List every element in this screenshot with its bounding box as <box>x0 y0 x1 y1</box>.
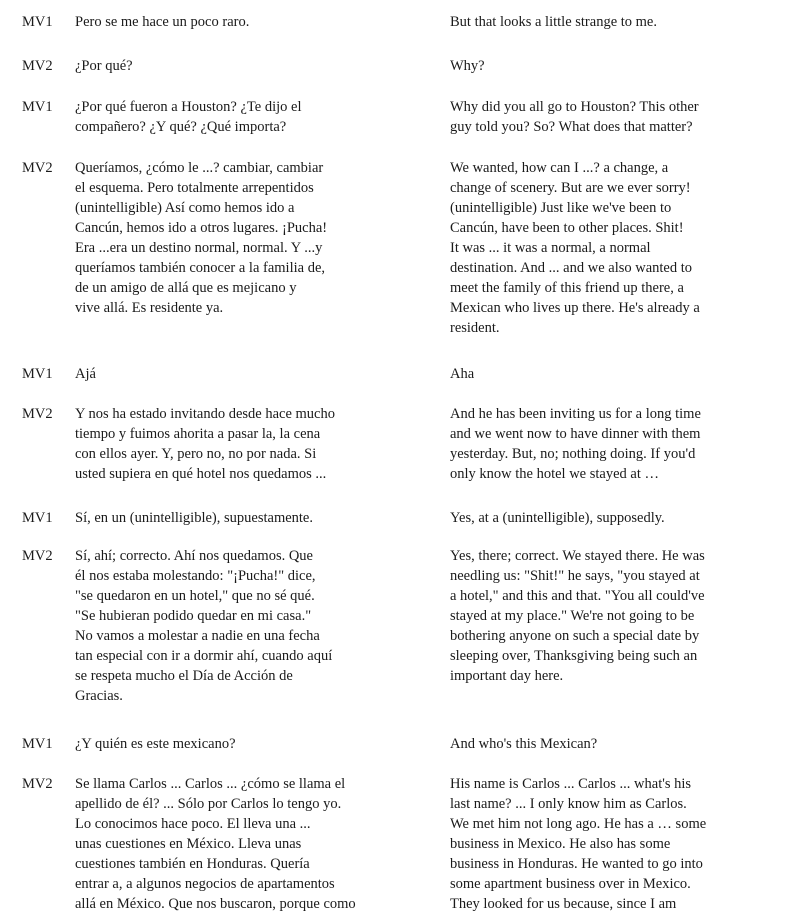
spanish-line: Ajá <box>75 366 96 382</box>
speaker-label: MV1 <box>22 736 53 752</box>
english-line: bothering anyone on such a special date by <box>450 628 700 644</box>
spanish-line: apellido de él? ... Sólo por Carlos lo tengo yo. <box>75 796 342 812</box>
english-translation <box>450 404 795 484</box>
spanish-line: tiempo y fuimos ahorita a pasar la, la cena <box>75 426 321 442</box>
spanish-line: usted supiera en qué hotel nos quedamos ... <box>75 466 327 482</box>
spanish-line: el esquema. Pero totalmente arrepentidos <box>75 180 314 196</box>
speaker-label: MV2 <box>22 160 53 176</box>
english-line: yesterday. But, no; nothing doing. If you'd <box>450 446 696 462</box>
spanish-line: Sí, en un (unintelligible), supuestamente. <box>75 510 313 526</box>
spanish-line: compañero? ¿Y qué? ¿Qué importa? <box>75 119 287 135</box>
spanish-line: Cancún, hemos ido a otros lugares. ¡Pucha! <box>75 220 328 236</box>
spanish-line: Y nos ha estado invitando desde hace mucho <box>75 406 335 422</box>
english-line: Cancún, have been to other places. Shit! <box>450 220 684 236</box>
spanish-line: tan especial con ir a dormir ahí, cuando aquí <box>75 648 333 664</box>
english-line: only know the hotel we stayed at … <box>450 466 659 482</box>
spanish-line: (unintelligible) Así como hemos ido a <box>75 200 295 216</box>
spanish-line: ¿Y quién es este mexicano? <box>75 736 236 752</box>
english-translation <box>450 364 795 384</box>
english-line: We wanted, how can I ...? a change, a <box>450 160 669 176</box>
english-line: guy told you? So? What does that matter? <box>450 119 693 135</box>
spanish-line: Lo conocimos hace poco. El lleva una ... <box>75 816 311 832</box>
speaker-label: MV1 <box>22 510 53 526</box>
english-line: Yes, at a (unintelligible), supposedly. <box>450 510 665 526</box>
speaker-label: MV2 <box>22 776 53 792</box>
spanish-text <box>75 56 420 76</box>
english-line: business in Mexico. He also has some <box>450 836 671 852</box>
spanish-text <box>75 546 420 706</box>
english-line: Aha <box>450 366 475 382</box>
speaker-label: MV1 <box>22 366 53 382</box>
spanish-line: él nos estaba molestando: "¡Pucha!" dice, <box>75 568 316 584</box>
spanish-line: "se quedaron en un hotel," que no sé qué. <box>75 588 315 604</box>
english-line: Why did you all go to Houston? This other <box>450 99 699 115</box>
english-line: And who's this Mexican? <box>450 736 598 752</box>
speaker-label: MV2 <box>22 548 53 564</box>
english-translation <box>450 734 795 754</box>
english-line: stayed at my place." We're not going to be <box>450 608 695 624</box>
speaker-label: MV2 <box>22 58 53 74</box>
english-line: (unintelligible) Just like we've been to <box>450 200 672 216</box>
spanish-text <box>75 404 420 484</box>
spanish-line: Queríamos, ¿cómo le ...? cambiar, cambiar <box>75 160 324 176</box>
english-translation <box>450 158 795 338</box>
spanish-line: entrar a, a algunos negocios de apartamentos <box>75 876 335 892</box>
spanish-text <box>75 158 420 318</box>
spanish-line: cuestiones también en Honduras. Quería <box>75 856 310 872</box>
spanish-line: Sí, ahí; correcto. Ahí nos quedamos. Que <box>75 548 313 564</box>
spanish-line: de un amigo de allá que es mejicano y <box>75 280 297 296</box>
spanish-text <box>75 364 420 384</box>
english-translation <box>450 12 795 32</box>
english-translation <box>450 56 795 76</box>
spanish-line: Era ...era un destino normal, normal. Y ...y <box>75 240 323 256</box>
english-translation <box>450 97 795 137</box>
spanish-text <box>75 97 420 137</box>
english-line: They looked for us because, since I am <box>450 896 677 912</box>
spanish-line: unas cuestiones en México. Lleva unas <box>75 836 302 852</box>
english-line: a hotel," and this and that. "You all could've <box>450 588 705 604</box>
spanish-line: "Se hubieran podido quedar en mi casa." <box>75 608 312 624</box>
english-line: Why? <box>450 58 485 74</box>
english-translation <box>450 546 795 686</box>
english-line: But that looks a little strange to me. <box>450 14 657 30</box>
spanish-text <box>75 12 420 32</box>
english-line: meet the family of this friend up there, a <box>450 280 684 296</box>
spanish-text <box>75 774 420 914</box>
english-line: sleeping over, Thanksgiving being such an <box>450 648 698 664</box>
spanish-line: queríamos también conocer a la familia de, <box>75 260 326 276</box>
english-line: His name is Carlos ... Carlos ... what's his <box>450 776 692 792</box>
spanish-line: Se llama Carlos ... Carlos ... ¿cómo se llama el <box>75 776 346 792</box>
spanish-line: Pero se me hace un poco raro. <box>75 14 250 30</box>
spanish-line: ¿Por qué fueron a Houston? ¿Te dijo el <box>75 99 302 115</box>
english-line: needling us: "Shit!" he says, "you stayed at <box>450 568 700 584</box>
english-translation <box>450 508 795 528</box>
english-line: Mexican who lives up there. He's already a <box>450 300 700 316</box>
english-line: business in Honduras. He wanted to go into <box>450 856 703 872</box>
speaker-label: MV1 <box>22 14 53 30</box>
english-line: Yes, there; correct. We stayed there. He was <box>450 548 705 564</box>
spanish-line: allá en México. Que nos buscaron, porque como <box>75 896 356 912</box>
english-line: It was ... it was a normal, a normal <box>450 240 651 256</box>
english-line: And he has been inviting us for a long time <box>450 406 701 422</box>
spanish-line: ¿Por qué? <box>75 58 133 74</box>
spanish-line: vive allá. Es residente ya. <box>75 300 224 316</box>
spanish-line: se respeta mucho el Día de Acción de <box>75 668 293 684</box>
speaker-label: MV1 <box>22 99 53 115</box>
spanish-line: con ellos ayer. Y, pero no, no por nada. Si <box>75 446 317 462</box>
english-line: some apartment business over in Mexico. <box>450 876 691 892</box>
english-line: change of scenery. But are we ever sorry! <box>450 180 691 196</box>
speaker-label: MV2 <box>22 406 53 422</box>
english-line: We met him not long ago. He has a … some <box>450 816 707 832</box>
english-translation <box>450 774 795 914</box>
spanish-text <box>75 508 420 528</box>
english-line: destination. And ... and we also wanted to <box>450 260 693 276</box>
spanish-line: Gracias. <box>75 688 123 704</box>
english-line: and we went now to have dinner with them <box>450 426 701 442</box>
english-line: important day here. <box>450 668 564 684</box>
english-line: last name? ... I only know him as Carlos. <box>450 796 687 812</box>
english-line: resident. <box>450 320 500 336</box>
spanish-text <box>75 734 420 754</box>
spanish-line: No vamos a molestar a nadie en una fecha <box>75 628 320 644</box>
